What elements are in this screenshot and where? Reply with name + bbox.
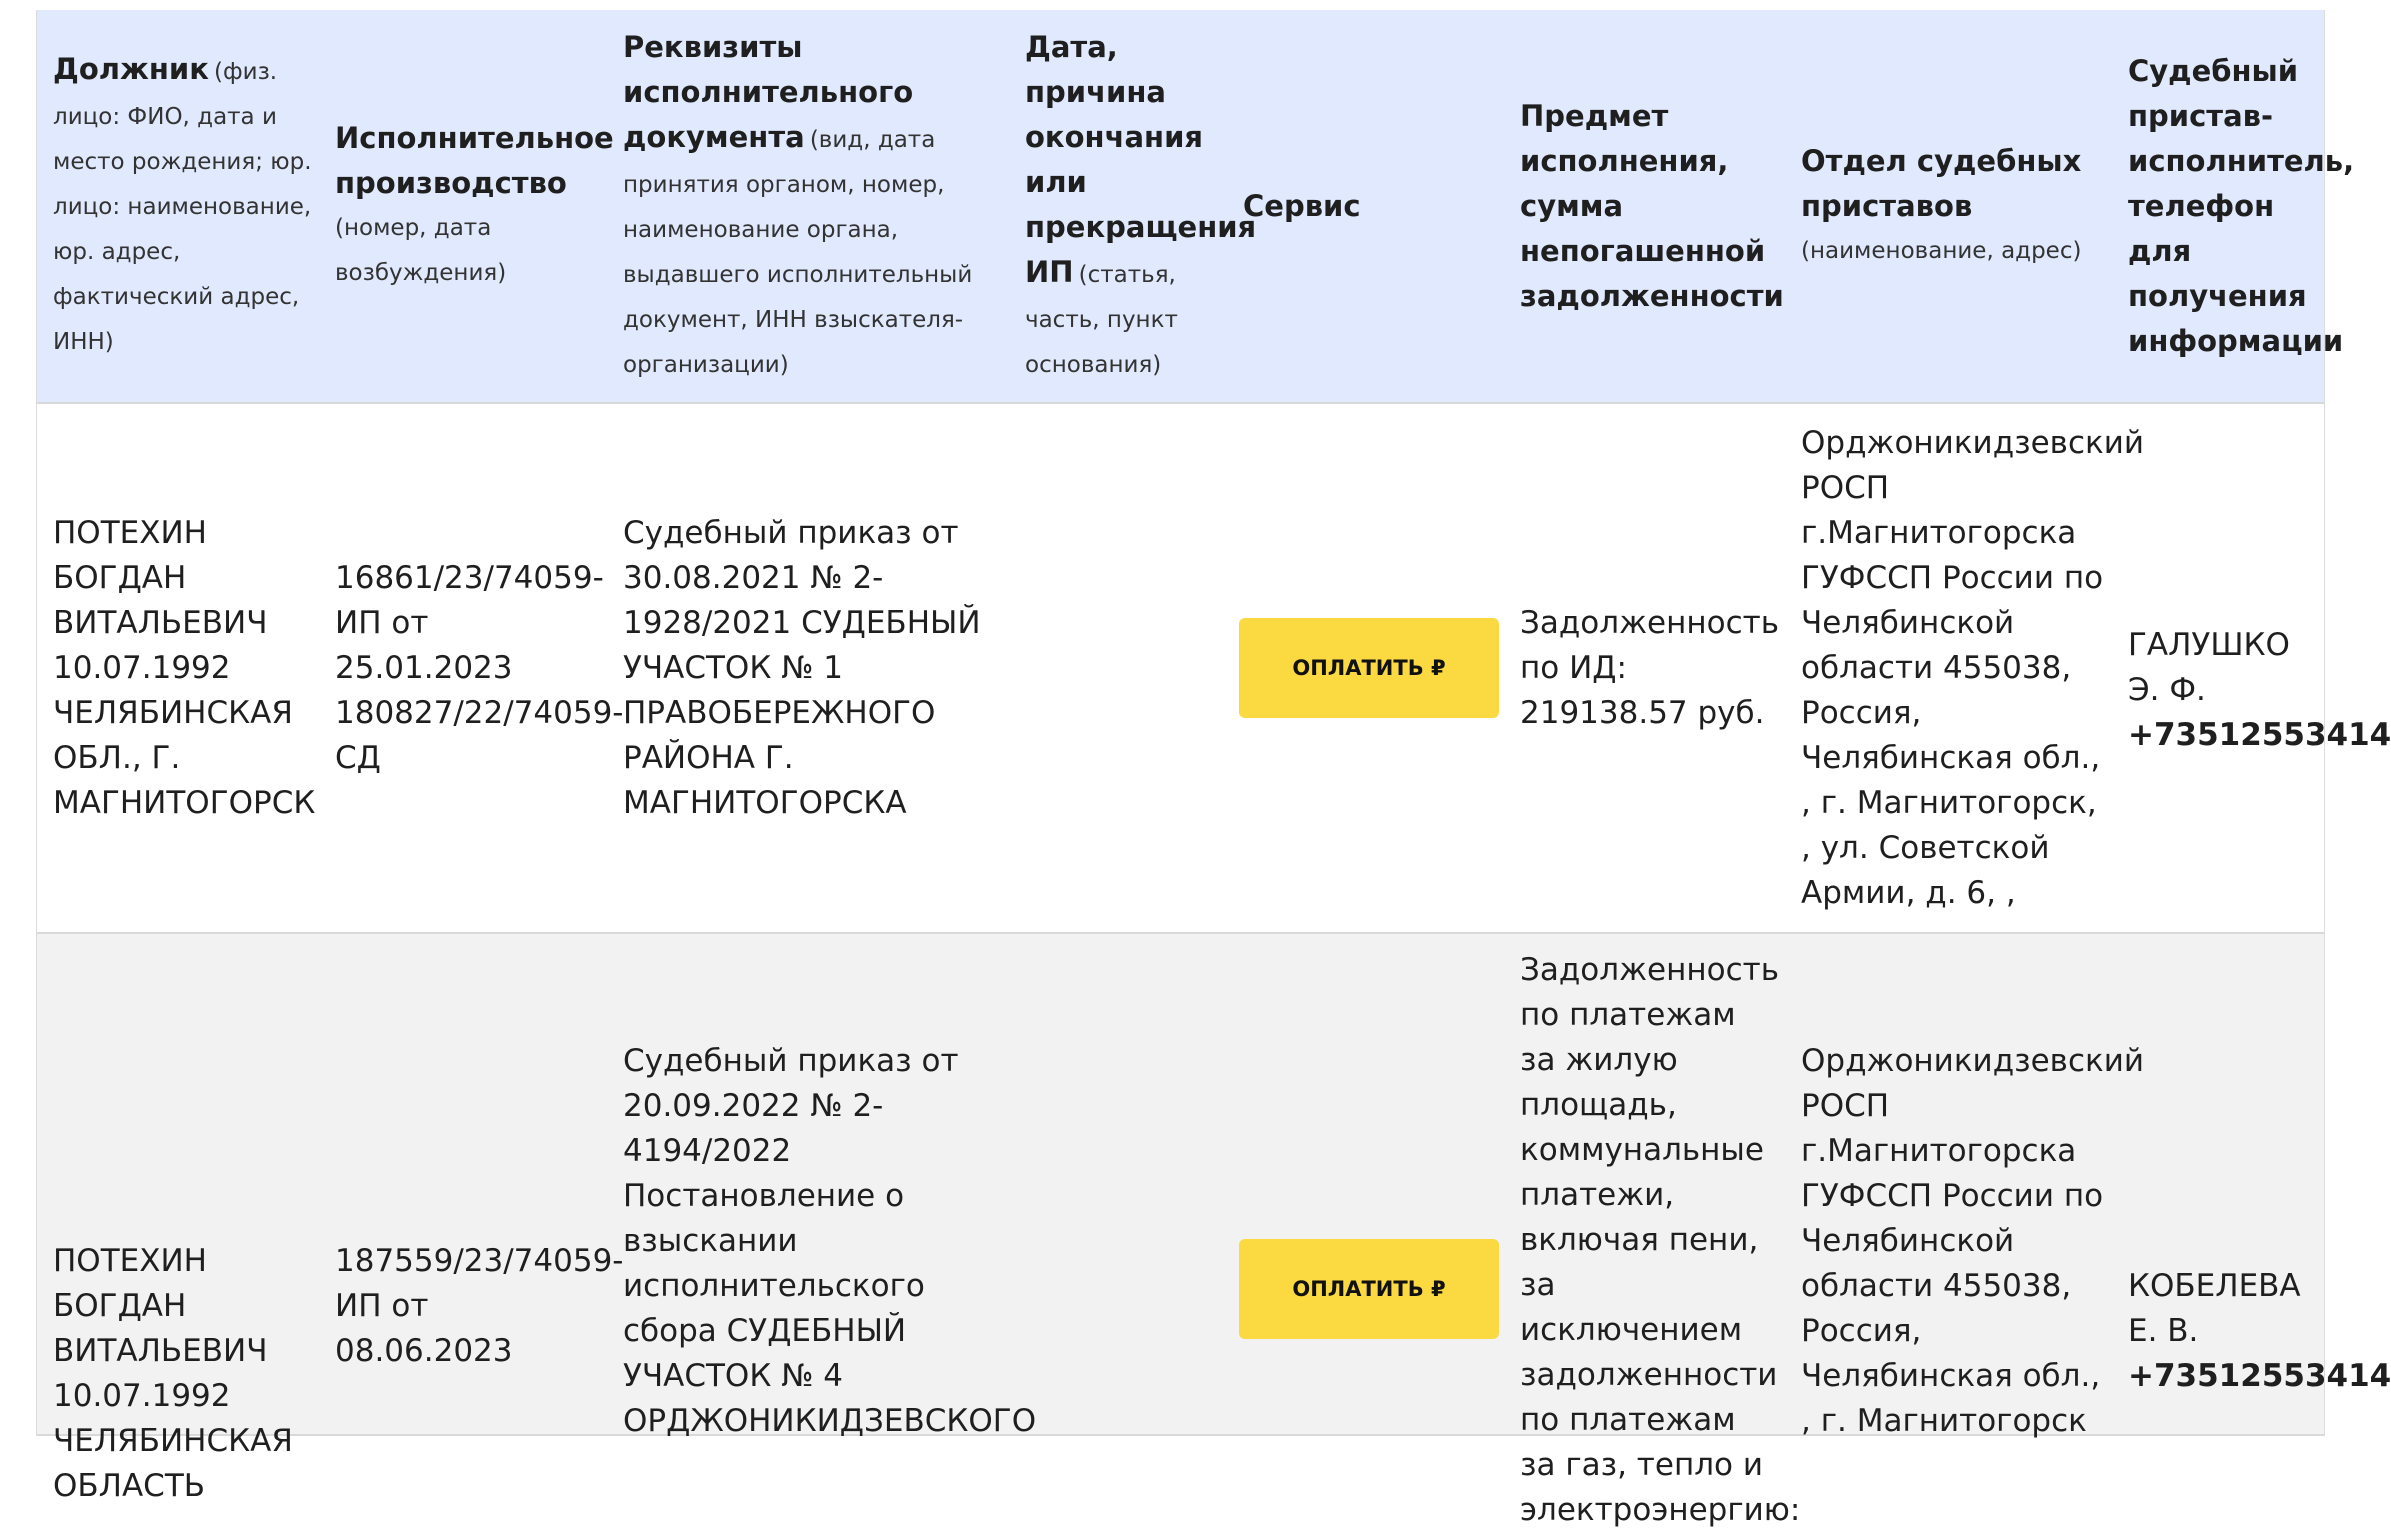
proceeding-cell: 16861/23/74059-ИП от 25.01.2023 180827/22/74059-СД <box>335 559 624 776</box>
header-service: Сервис <box>1243 188 1361 223</box>
service-cell <box>1227 934 1504 1339</box>
header-document: Реквизиты исполнительного документа (вид, дата принятия органом, номер, наименование органа, выдавшего исполнительный документ, ИНН взыскателя-организации) <box>623 29 973 378</box>
debtor-cell: ПОТЕХИН БОГДАН ВИТАЛЬЕВИЧ 10.07.1992 ЧЕЛЯБИНСКАЯ ОБЛАСТЬ <box>53 1243 293 1504</box>
proceeding-cell: 187559/23/74059-ИП от 08.06.2023 <box>335 1243 624 1369</box>
end-reason-cell <box>1009 934 1227 948</box>
department-cell: Орджоникидзевский РОСП г.Магнитогорска ГУФССП России по Челябинской области 455038, Россия, Челябинская обл., , г. Магнитогорск <box>1801 1043 2145 1439</box>
header-debtor: Должник (физ. лицо: ФИО, дата и место рождения; юр. лицо: наименование, юр. адрес, фактический адрес, ИНН) <box>53 52 312 355</box>
bailiff-phone[interactable]: +73512553414 <box>2128 1358 2391 1394</box>
bailiff-cell <box>2112 578 2391 758</box>
department-cell: Орджоникидзевский РОСП г.Магнитогорска ГУФССП России по Челябинской области 455038, Россия, Челябинская обл., , г. Магнитогорск, , ул. Советской Армии, д. 6, , <box>1801 424 2145 911</box>
service-cell <box>1227 618 1504 718</box>
table-row <box>37 934 2391 1528</box>
enforcement-proceedings-table <box>36 10 2391 1528</box>
header-subject: Предмет исполнения, сумма непогашенной задолженности <box>1520 98 1784 313</box>
table-header-row <box>37 10 2355 404</box>
pay-button[interactable]: ОПЛАТИТЬ ₽ <box>1239 618 1499 718</box>
table-row <box>37 404 2391 934</box>
document-cell: Судебный приказ от 20.09.2022 № 2-4194/2022 Постановление о взыскании исполнительского сбора СУДЕБНЫЙ УЧАСТОК № 4 ОРДЖОНИКИДЗЕВСКОГО <box>623 1043 1037 1439</box>
debtor-cell: ПОТЕХИН БОГДАН ВИТАЛЬЕВИЧ 10.07.1992 ЧЕЛЯБИНСКАЯ ОБЛ., Г. МАГНИТОГОРСК <box>53 514 316 821</box>
pay-button[interactable]: ОПЛАТИТЬ ₽ <box>1239 1239 1499 1339</box>
header-bailiff: Судебный пристав-исполнитель, телефон для получения информации <box>2128 53 2355 358</box>
bailiff-name: КОБЕЛЕВА Е. В. <box>2128 1268 2301 1349</box>
header-end-reason: Дата, причина окончания или прекращения ИП (статья, часть, пункт основания) <box>1025 29 1257 378</box>
bailiff-cell <box>2112 934 2391 1399</box>
document-cell: Судебный приказ от 30.08.2021 № 2-1928/2021 СУДЕБНЫЙ УЧАСТОК № 1 ПРАВОБЕРЕЖНОГО РАЙОНА Г. МАГНИТОГОРСКА <box>623 514 981 821</box>
header-proceeding: Исполнительное производство (номер, дата возбуждения) <box>335 121 614 286</box>
header-department: Отдел судебных приставов (наименование, адрес) <box>1801 143 2082 264</box>
bailiff-name: ГАЛУШКО Э. Ф. <box>2128 627 2290 708</box>
subject-cell: Задолженность по ИД: 219138.57 руб. <box>1520 604 1779 731</box>
subject-cell: Задолженность по платежам за жилую площадь, коммунальные платежи, включая пени, за исключением задолженности по платежам за газ, тепло и электроэнергию: <box>1520 952 1801 1528</box>
bailiff-phone[interactable]: +73512553414 <box>2128 717 2391 753</box>
